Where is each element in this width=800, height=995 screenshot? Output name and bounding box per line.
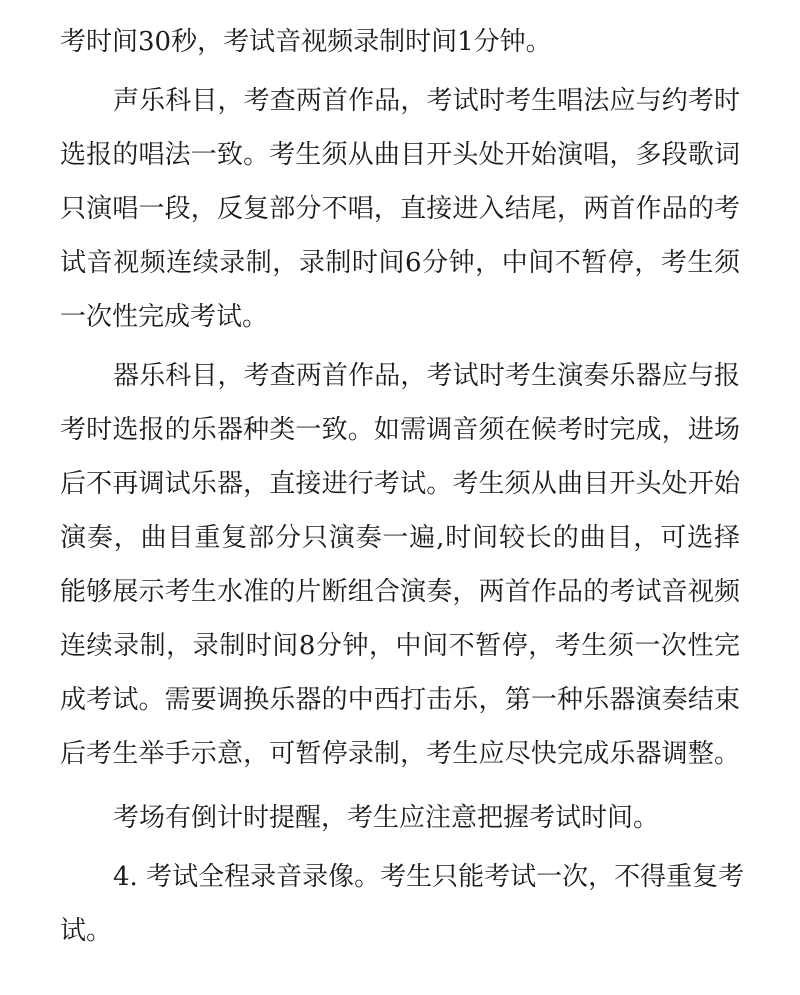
text-line-3: 选报的唱法一致。考生须从曲目开头处开始演唱，多段歌词 — [60, 140, 740, 170]
text-line-4: 只演唱一段，反复部分不唱，直接进入结尾，两首作品的考 — [60, 194, 740, 224]
text-line-15: 考场有倒计时提醒，考生应注意把握考试时间。 — [113, 803, 660, 833]
text-line-11: 能够展示考生水准的片断组合演奏，两首作品的考试音视频 — [60, 577, 740, 607]
text-line-10: 演奏，曲目重复部分只演奏一遍,时间较长的曲目，可选择 — [60, 523, 740, 553]
text-line-14: 后考生举手示意，可暂停录制，考生应尽快完成乐器调整。 — [60, 739, 740, 769]
text-line-1: 考时间30秒，考试音视频录制时间1分钟。 — [60, 27, 552, 57]
text-line-2: 声乐科目，考查两首作品，考试时考生唱法应与约考时 — [113, 86, 740, 116]
text-line-16: 4. 考试全程录音录像。考生只能考试一次，不得重复考 — [113, 862, 745, 892]
text-line-12: 连续录制，录制时间8分钟，中间不暂停，考生须一次性完 — [60, 631, 740, 661]
text-line-9: 后不再调试乐器，直接进行考试。考生须从曲目开头处开始 — [60, 469, 740, 499]
text-line-7: 器乐科目，考查两首作品，考试时考生演奏乐器应与报 — [113, 361, 740, 391]
text-line-17: 试。 — [60, 916, 113, 946]
text-line-13: 成考试。需要调换乐器的中西打击乐，第一种乐器演奏结束 — [60, 685, 740, 715]
text-line-5: 试音视频连续录制，录制时间6分钟，中间不暂停，考生须 — [60, 248, 740, 278]
text-line-8: 考时选报的乐器种类一致。如需调音须在候考时完成，进场 — [60, 415, 740, 445]
text-line-6: 一次性完成考试。 — [60, 302, 269, 332]
